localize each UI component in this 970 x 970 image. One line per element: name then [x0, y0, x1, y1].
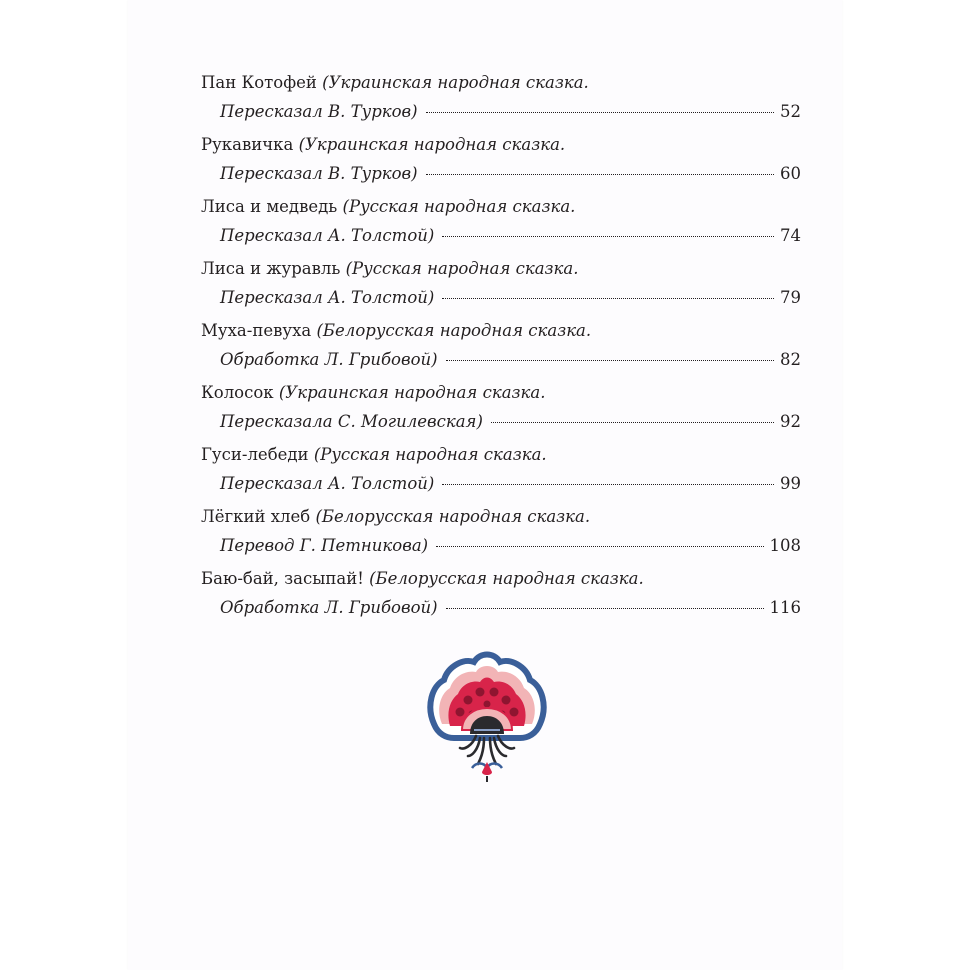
dot-leader	[491, 422, 774, 423]
entry-credit: Перевод Г. Петникова)	[220, 536, 429, 555]
entry-title: Пан Котофей	[201, 73, 317, 92]
entry-title: Гуси-лебеди	[201, 445, 309, 464]
entry-title: Рукавичка	[201, 135, 294, 154]
dot-leader	[426, 112, 774, 113]
entry-subtitle: (Украинская народная сказка.	[322, 73, 589, 92]
entry-credit: Пересказал В. Турков)	[220, 102, 418, 121]
dot-leader	[446, 360, 774, 361]
entry-credit: Обработка Л. Грибовой)	[220, 598, 438, 617]
page-number: 116	[769, 598, 801, 617]
toc-entry[interactable]	[201, 196, 801, 258]
dot-leader	[442, 236, 774, 237]
entry-title: Муха-певуха	[201, 321, 312, 340]
entry-credit: Пересказал А. Толстой)	[220, 474, 435, 493]
page-number: 60	[780, 164, 801, 183]
entry-subtitle: (Белорусская народная сказка.	[369, 569, 644, 588]
page-number: 52	[780, 102, 801, 121]
toc-entry[interactable]	[201, 382, 801, 444]
entry-credit: Пересказала С. Могилевская)	[220, 412, 483, 431]
page-number: 99	[780, 474, 801, 493]
entry-credit: Пересказал А. Толстой)	[220, 288, 435, 307]
page-number: 92	[780, 412, 801, 431]
entry-subtitle: (Украинская народная сказка.	[278, 383, 546, 402]
page-number: 74	[780, 226, 801, 245]
dot-leader	[442, 298, 774, 299]
entry-title: Колосок	[201, 383, 274, 402]
entry-subtitle: (Украинская народная сказка.	[298, 135, 566, 154]
folk-flower-ornament-icon	[424, 650, 550, 790]
toc-entry[interactable]	[201, 258, 801, 320]
entry-title: Лиса и журавль	[201, 259, 341, 278]
entry-title: Баю-бай, засыпай!	[201, 569, 364, 588]
entry-subtitle: (Белорусская народная сказка.	[315, 507, 591, 526]
page-number: 79	[780, 288, 801, 307]
dot-leader	[442, 484, 774, 485]
toc-entry[interactable]	[201, 134, 801, 196]
entry-title: Лиса и медведь	[201, 197, 338, 216]
dot-leader	[426, 174, 774, 175]
toc-entry[interactable]	[201, 568, 801, 630]
entry-credit: Пересказал А. Толстой)	[220, 226, 435, 245]
dot-leader	[446, 608, 764, 609]
toc-entry[interactable]	[201, 506, 801, 568]
entry-credit: Пересказал В. Турков)	[220, 164, 418, 183]
toc-entry[interactable]	[201, 444, 801, 506]
entry-subtitle: (Русская народная сказка.	[342, 197, 576, 216]
entry-credit: Обработка Л. Грибовой)	[220, 350, 438, 369]
toc-entry[interactable]	[201, 320, 801, 382]
entry-title: Лёгкий хлеб	[201, 507, 311, 526]
table-of-contents	[201, 72, 801, 630]
dot-leader	[436, 546, 763, 547]
entry-subtitle: (Русская народная сказка.	[345, 259, 579, 278]
page-number: 108	[769, 536, 801, 555]
toc-entry[interactable]	[201, 72, 801, 134]
page-number: 82	[780, 350, 801, 369]
entry-subtitle: (Русская народная сказка.	[313, 445, 547, 464]
entry-subtitle: (Белорусская народная сказка.	[316, 321, 592, 340]
